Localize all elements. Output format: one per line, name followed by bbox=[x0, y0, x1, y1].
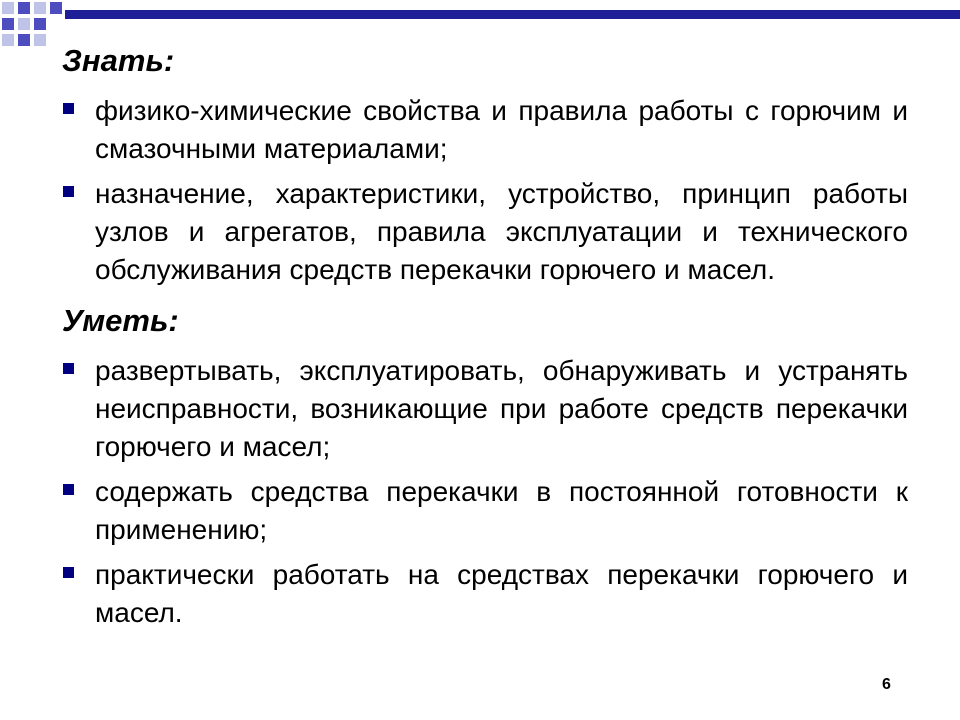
list-item bbox=[58, 92, 908, 168]
list-item bbox=[58, 556, 908, 632]
can-list bbox=[58, 352, 908, 632]
square-bullet-icon bbox=[63, 567, 74, 578]
list-item-text: физико-химические свойства и правила работы с горючим и смазочными материалами; bbox=[95, 95, 908, 164]
square-bullet-icon bbox=[63, 186, 74, 197]
decor-square bbox=[18, 34, 30, 46]
decor-square bbox=[2, 18, 14, 30]
list-item-text: практически работать на средствах перекачки горючего и масел. bbox=[95, 559, 908, 628]
know-list bbox=[58, 92, 908, 289]
page-number: 6 bbox=[882, 676, 891, 693]
decor-square bbox=[18, 18, 30, 30]
section-heading-can: Уметь: bbox=[62, 303, 179, 338]
list-item bbox=[58, 473, 908, 549]
square-bullet-icon bbox=[63, 484, 74, 495]
decor-square bbox=[34, 2, 46, 14]
list-item bbox=[58, 175, 908, 289]
list-item-text: содержать средства перекачки в постоянной готовности к применению; bbox=[95, 476, 908, 545]
decor-square bbox=[50, 2, 62, 14]
square-bullet-icon bbox=[63, 363, 74, 374]
decor-square bbox=[34, 34, 46, 46]
decor-square bbox=[34, 18, 46, 30]
decor-square bbox=[2, 34, 14, 46]
section-heading-know: Знать: bbox=[62, 43, 175, 78]
slide-content bbox=[58, 36, 908, 639]
square-bullet-icon bbox=[63, 103, 74, 114]
list-item-text: развертывать, эксплуатировать, обнаруживать и устранять неисправности, возникающие при работе средств перекачки горючего и масел; bbox=[95, 355, 908, 462]
decor-square bbox=[18, 2, 30, 14]
list-item-text: назначение, характеристики, устройство, принцип работы узлов и агрегатов, правила эксплуатации и технического обслуживания средств перекачки горючего и масел. bbox=[95, 178, 908, 285]
list-item bbox=[58, 352, 908, 466]
decor-square bbox=[2, 2, 14, 14]
header-accent-line bbox=[65, 10, 960, 19]
